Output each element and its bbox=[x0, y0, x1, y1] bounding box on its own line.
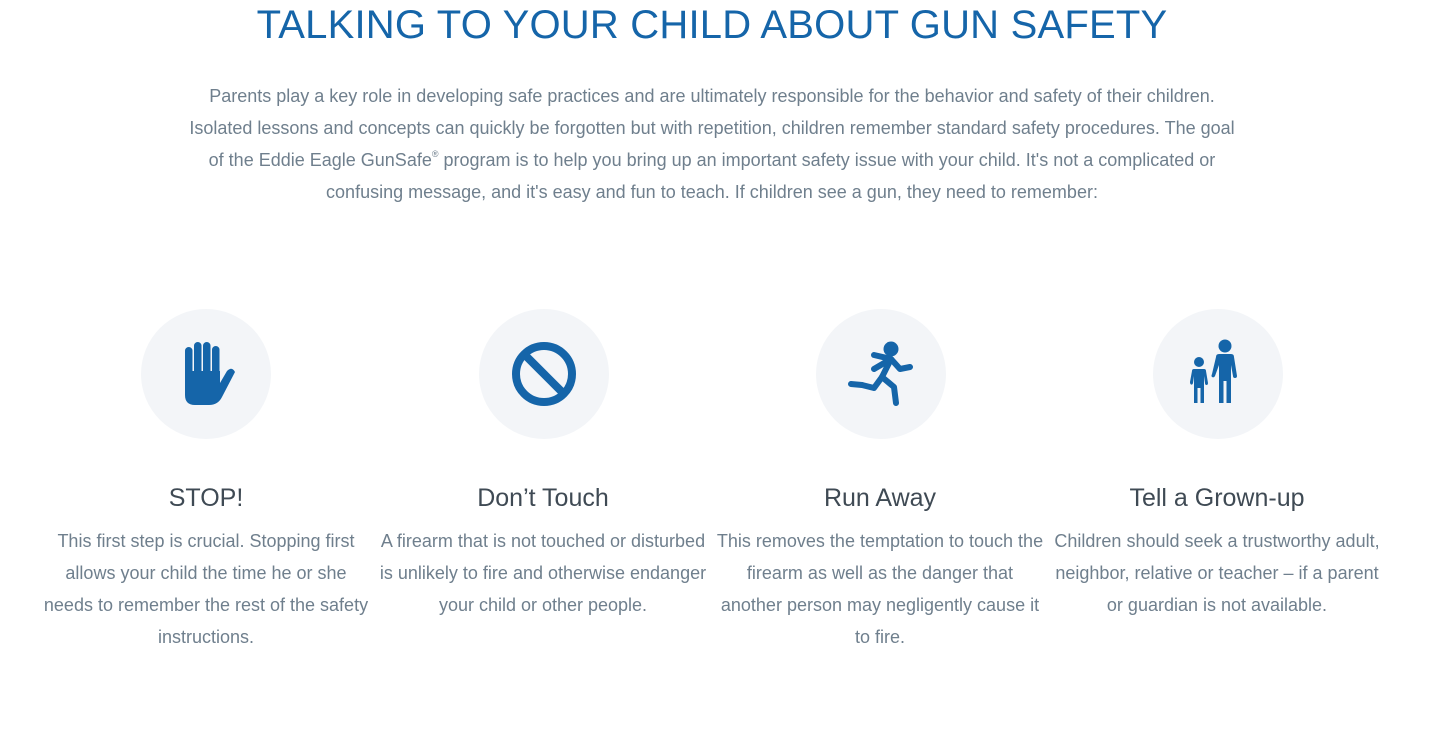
adult-and-child-icon bbox=[1153, 309, 1283, 439]
step-title: Tell a Grown-up bbox=[1129, 484, 1305, 512]
step-description: A firearm that is not touched or disturbed is unlikely to fire and otherwise endanger your child or other people. bbox=[379, 531, 707, 615]
intro-paragraph bbox=[180, 80, 1244, 208]
registered-mark: ® bbox=[431, 149, 439, 159]
intro-text-part-1: Parents play a key role in developing safe practices and are ultimately responsible for the behavior and safety of their children. Isolated lessons and concepts can quickly be forgotten but with repetition, children remember standard safety procedures. The goal of the Eddie Eagle GunSafe bbox=[189, 86, 1235, 170]
step-description: Children should seek a trustworthy adult, neighbor, relative or teacher – if a parent or guardian is not available. bbox=[1054, 531, 1380, 615]
step-icon-circle bbox=[1153, 309, 1283, 439]
step-title: STOP! bbox=[168, 484, 244, 512]
intro-text-part-2: program is to help you bring up an important safety issue with your child. It's not a complicated or confusing message, and it's easy and fun to teach. If children see a gun, they need to remember: bbox=[326, 150, 1216, 202]
step-description: This first step is crucial. Stopping first allows your child the time he or she needs to remember the rest of the safety instructions. bbox=[43, 531, 369, 647]
running-person-icon bbox=[816, 309, 946, 439]
hand-stop-icon bbox=[141, 309, 271, 439]
prohibited-icon bbox=[479, 309, 609, 439]
step-icon-circle bbox=[816, 309, 946, 439]
step-description: This removes the temptation to touch the firearm as well as the danger that another person may negligently cause it to fire. bbox=[716, 531, 1044, 647]
step-title: Don’t Touch bbox=[477, 484, 609, 512]
step-icon-circle bbox=[141, 309, 271, 439]
page-title: TALKING TO YOUR CHILD ABOUT GUN SAFETY bbox=[256, 3, 1168, 47]
step-title: Run Away bbox=[823, 484, 937, 512]
step-icon-circle bbox=[479, 309, 609, 439]
